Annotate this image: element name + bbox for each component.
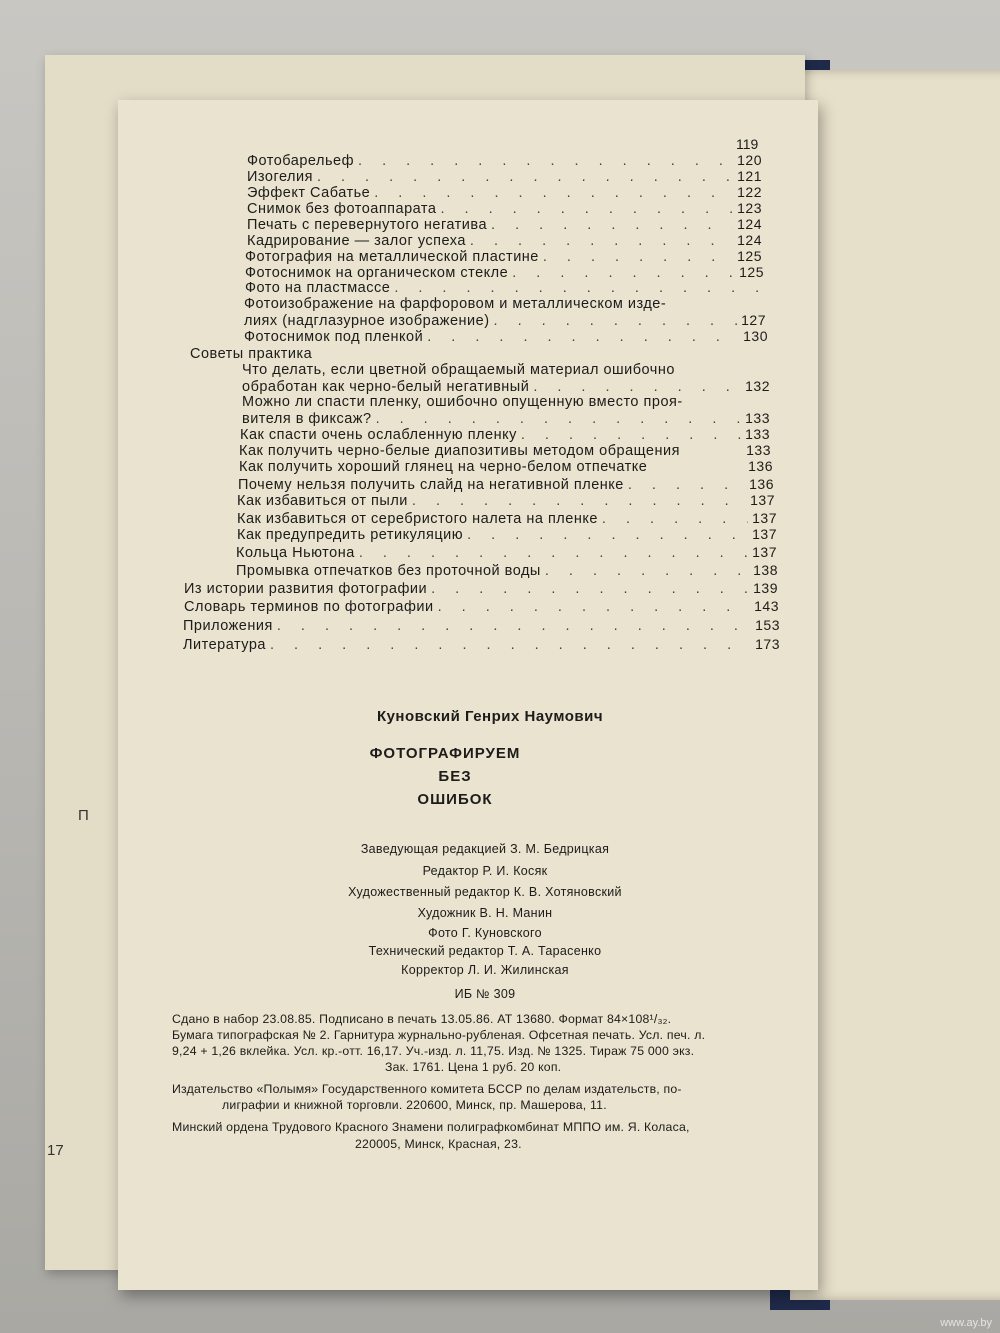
toc-item: Кадрирование — залог успеха . . . 124 [247,232,762,250]
toc-item: Кольца Ньютона . . . 137 [236,544,777,562]
back-page-letter: П [78,807,89,824]
printer-line: 220005, Минск, Красная, 23. [355,1137,522,1151]
toc-item: Что делать, если цветной обращаемый материал ошибочно [242,362,675,378]
toc-item: Как предупредить ретикуляцию . . . 137 [237,526,777,544]
toc-item: Можно ли спасти пленку, ошибочно опущенную вместо проя- [242,394,683,410]
publisher-line: лиграфии и книжной торговли. 220600, Минск, пр. Машерова, 11. [222,1098,607,1112]
toc-item: вителя в фиксаж? . . . 133 [242,410,770,428]
toc-item: Литература . . . 173 [183,636,780,654]
toc-item: Как получить черно-белые диапозитивы методом обращения 133 [239,442,771,459]
credit-line: Художественный редактор К. В. Хотяновский [348,885,622,899]
print-info-line: Бумага типографская № 2. Гарнитура журнально-рубленая. Офсетная печать. Усл. печ. л. [172,1028,706,1042]
toc-item: Из истории развития фотографии . . . 139 [184,580,778,598]
credit-line: Заведующая редакцией З. М. Бедрицкая [360,842,610,856]
credit-line: Фото Г. Куновского [428,926,542,940]
toc-item: Эффект Сабатье . . . 122 [247,184,762,202]
credit-line: Художник В. Н. Манин [417,906,553,920]
toc-item: Как спасти очень ослабленную пленку . . . 133 [240,426,770,444]
toc-item: Снимок без фотоаппарата . . . 123 [247,200,762,218]
print-info-line: Сдано в набор 23.08.85. Подписано в печать 13.05.86. АТ 13680. Формат 84×108¹/₃₂. [172,1012,672,1026]
toc-item: обработан как черно-белый негативный . . . 132 [242,378,770,396]
print-info-line: 9,24 + 1,26 вклейка. Усл. кр.-отт. 16,17. Уч.-изд. л. 11,75. Изд. № 1325. Тираж 75 000 экз. [172,1044,695,1058]
toc-item: Приложения . . . 153 [183,617,780,635]
toc-item: Печать с перевернутого негатива . . . 124 [247,216,762,234]
toc-item: Почему нельзя получить слайд на негативной пленке . . . 136 [238,476,774,494]
toc-item: Как избавиться от пыли . . . 137 [237,492,775,510]
toc-top-page-number: 119 [736,136,759,152]
toc-item: Словарь терминов по фотографии . . . 143 [184,598,779,616]
toc-item: Фотография на металлической пластине . . . 125 [245,248,762,266]
toc-item: Фото на пластмассе . . . [245,280,764,298]
toc-item: Как получить хороший глянец на черно-белом отпечатке 136 [239,458,773,475]
watermark: www.ay.by [940,1317,992,1329]
credit-line: Корректор Л. И. Жилинская [401,963,569,977]
back-page-number: 17 [47,1142,64,1159]
credit-line: Технический редактор Т. А. Тарасенко [368,944,602,958]
toc-item: Фотоснимок на органическом стекле . . . 125 [245,264,764,282]
toc-item: Фотоизображение на фарфоровом и металлическом изде- [244,296,667,312]
print-info-line: Зак. 1761. Цена 1 руб. 20 коп. [385,1060,562,1074]
toc-item: Промывка отпечатков без проточной воды . . . 138 [236,562,778,580]
book-title-line-2: БЕЗ [438,768,472,785]
ib-number: ИБ № 309 [454,987,516,1001]
book-title-line-3: ОШИБОК [417,791,493,808]
author-name: Куновский Генрих Наумович [376,708,604,725]
toc-item: Как избавиться от серебристого налета на пленке . . . 137 [237,510,777,528]
toc-section-heading: Советы практика [190,346,313,362]
credit-line: Редактор Р. И. Косяк [422,864,548,878]
toc-item: Фотобарельеф . . . 120 [247,152,762,170]
toc-item: Изогелия . . . 121 [247,168,762,186]
book-title-line-1: ФОТОГРАФИРУЕМ [369,745,521,762]
toc-item: лиях (надглазурное изображение) . . . 127 [244,312,766,330]
printer-line: Минский ордена Трудового Красного Знамени полиграфкомбинат МППО им. Я. Коласа, [172,1120,690,1134]
publisher-line: Издательство «Полымя» Государственного комитета БССР по делам издательств, по- [172,1082,682,1096]
toc-item: Фотоснимок под пленкой . . . 130 [244,328,768,346]
